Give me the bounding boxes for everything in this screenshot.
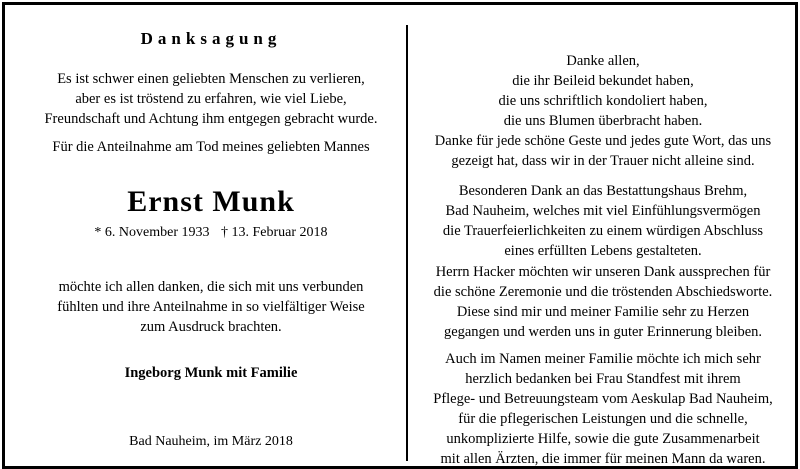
place-date: Bad Nauheim, im März 2018	[129, 434, 293, 449]
thanks-paragraph-2: Besonderen Dank an das Bestattungshaus Brehm, Bad Nauheim, welches mit viel Einfühlungsvermögen die Trauerfeierlichkeiten zu einem würdigen Abschluss eines erfüllten Lebens gestalteten.	[442, 183, 764, 259]
thanks-paragraph-3: Herrn Hacker möchten wir unseren Dank aussprechen für die schöne Zeremonie und die tröstenden Abschiedsworte. Diese sind mir und meiner Familie sehr zu Herzen gegangen und werden uns in guter Erinnerung bleiben.	[433, 264, 773, 340]
sympathy-line: Für die Anteilnahme am Tod meines geliebten Mannes	[52, 139, 370, 155]
thanks-paragraph-4: Auch im Namen meiner Familie möchte ich mich sehr herzlich bedanken bei Frau Standfest mit ihrem Pflege- und Betreuungsteam vom Aeskulap Bad Nauheim, für die pflegerischen Leistungen und die schnelle, unkomplizierte Hilfe, sowie die gute Zusammenarbeit mit allen Ärzten, die immer für meinen Mann da waren.	[433, 351, 773, 467]
thanks-paragraph: möchte ich allen danken, die sich mit uns verbunden fühlten und ihre Anteilnahme in so vielfältiger Weise zum Ausdruck brachten.	[57, 279, 365, 335]
notice-frame	[2, 2, 798, 469]
intro-paragraph: Es ist schwer einen geliebten Menschen zu verlieren, aber es ist tröstend zu erfahren, wie viel Liebe, Freundschaft und Achtung ihm entgegen gebracht wurde.	[44, 71, 378, 127]
signature: Ingeborg Munk mit Familie	[124, 365, 298, 381]
life-dates	[25, 225, 397, 241]
column-divider	[406, 25, 408, 461]
thanks-paragraph-1: Danke allen, die ihr Beileid bekundet haben, die uns schriftlich kondoliert haben, die uns Blumen überbracht haben. Danke für jede schöne Geste und jedes gute Wort, das uns gezeigt hat, dass wir in der Trauer nicht alleine sind.	[434, 53, 772, 169]
deceased-name: Ernst Munk	[127, 185, 295, 218]
birth-date: * 6. November 1933	[94, 225, 210, 240]
death-date: † 13. Februar 2018	[221, 225, 328, 240]
heading-danksagung: Danksagung	[140, 29, 282, 48]
